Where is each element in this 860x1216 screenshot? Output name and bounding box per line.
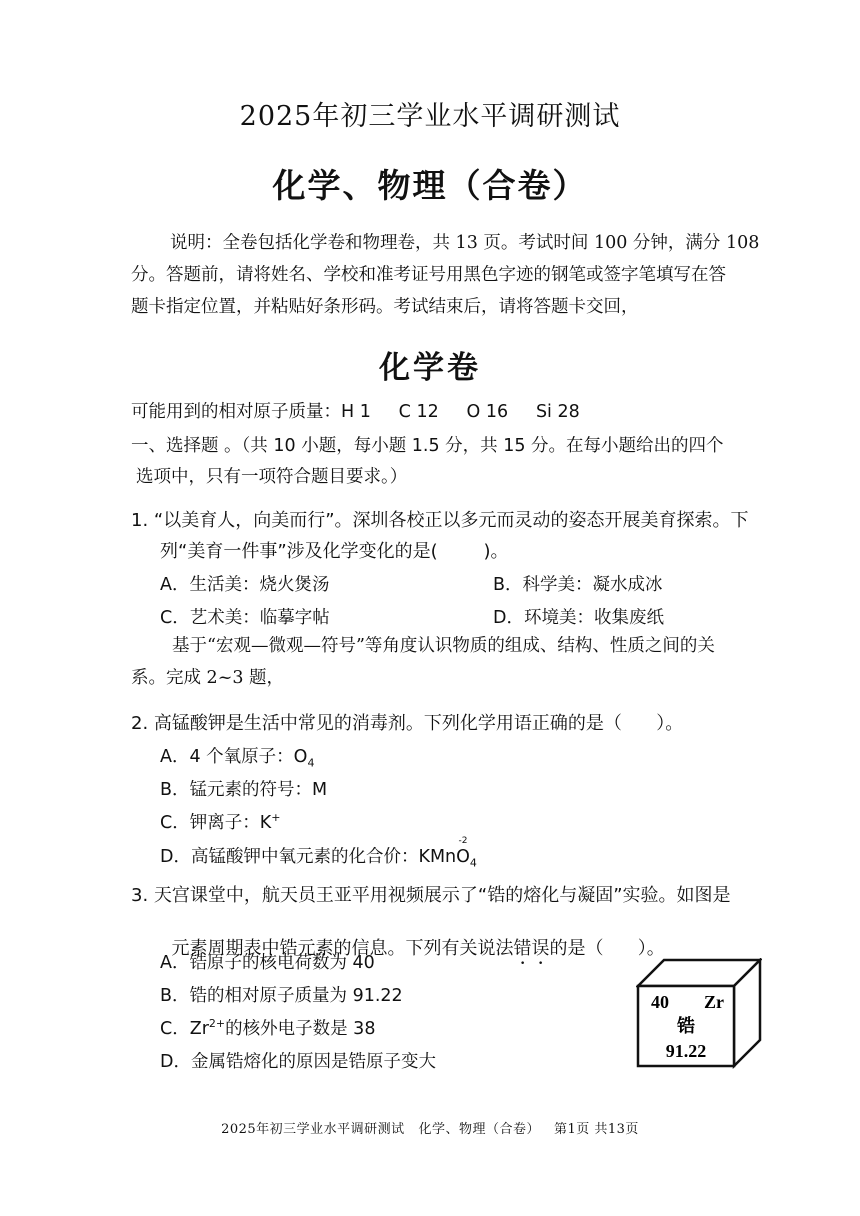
exam-title: 2025年初三学业水平调研测试 bbox=[239, 101, 621, 132]
q3-emphasis-word: 错误 bbox=[513, 938, 550, 959]
q2-option-a-subscript: 4 bbox=[307, 756, 315, 770]
instructions-line-2: 分。答题前，请将姓名、学校和准考证号用黑色字迹的钢笔或签字笔填写在答 bbox=[131, 265, 726, 285]
q2-option-d bbox=[160, 836, 477, 870]
intro-q2-3-line-2: 系。完成 2~3 题， bbox=[131, 668, 285, 688]
element-name: 锆 bbox=[677, 1016, 695, 1037]
oxygen-valence-value: -2 bbox=[458, 836, 468, 846]
part1-heading-line-2: 选项中，只有一项符合题目要求。） bbox=[136, 467, 408, 487]
q2-option-a-text: A．4 个氧原子：O bbox=[160, 747, 308, 767]
q2-stem: 2. 高锰酸钾是生活中常见的消毒剂。下列化学用语正确的是（ ）。 bbox=[131, 713, 684, 734]
element-atomic-number: 40 bbox=[651, 992, 669, 1012]
q3-stem-line-1: 3. 天宫课堂中，航天员王亚平用视频展示了“锆的熔化与凝固”实验。如图是 bbox=[131, 885, 731, 906]
q3-option-d: D．金属锆熔化的原因是锆原子变大 bbox=[160, 1052, 436, 1072]
oxygen-valence-mark bbox=[456, 836, 470, 867]
page-footer: 2025年初三学业水平调研测试 化学、物理（合卷） 第1页 共13页 bbox=[221, 1122, 639, 1137]
q3-option-a: A．锆原子的核电荷数为 40 bbox=[160, 953, 375, 973]
atomic-masses: 可能用到的相对原子质量：H 1 C 12 O 16 Si 28 bbox=[131, 402, 580, 422]
q3-option-c-suffix: 的核外电子数是 38 bbox=[225, 1019, 376, 1039]
q1-stem-line-2: 列“美育一件事”涉及化学变化的是( )。 bbox=[160, 541, 509, 562]
q2-option-a bbox=[160, 743, 314, 770]
q3-option-c-text: C．Zr bbox=[160, 1019, 209, 1039]
q3-option-b: B．锆的相对原子质量为 91.22 bbox=[160, 986, 403, 1006]
instructions-line-3: 题卡指定位置，并粘贴好条形码。考试结束后，请将答题卡交回， bbox=[131, 297, 639, 317]
q2-option-d-subscript: 4 bbox=[469, 856, 477, 870]
section-title: 化学卷 bbox=[379, 350, 481, 386]
instructions-line-1: 说明：全卷包括化学卷和物理卷，共 13 页。考试时间 100 分钟，满分 108 bbox=[170, 233, 760, 253]
q2-option-c bbox=[160, 809, 280, 834]
q3-stem-line-2-start: 元素周期表中锆元素的信息。下列有关说法 bbox=[171, 938, 514, 959]
q1-option-d: D．环境美：收集废纸 bbox=[493, 608, 664, 628]
q1-option-a: A．生活美：烧火煲汤 bbox=[160, 575, 330, 595]
element-atomic-mass: 91.22 bbox=[665, 1041, 707, 1061]
q1-option-b: B．科学美：凝水成冰 bbox=[493, 575, 663, 595]
zirconium-element-cube bbox=[636, 958, 762, 1070]
q3-option-c-superscript: 2+ bbox=[208, 1017, 226, 1031]
q1-stem-line-1: 1. “以美育人，向美而行”。深圳各校正以多元而灵动的姿态开展美育探索。下 bbox=[131, 510, 749, 531]
oxygen-symbol: O bbox=[456, 847, 470, 867]
q2-option-c-superscript: + bbox=[271, 811, 281, 825]
element-symbol: Zr bbox=[704, 992, 724, 1012]
exam-subtitle: 化学、物理（合卷） bbox=[272, 166, 588, 205]
q2-option-c-text: C．钾离子：K bbox=[160, 813, 272, 833]
part1-heading-line-1: 一、选择题 。（共 10 小题，每小题 1.5 分，共 15 分。在每小题给出的四个 bbox=[131, 436, 724, 456]
q3-option-c bbox=[160, 1015, 375, 1040]
q2-option-b: B．锰元素的符号：M bbox=[160, 780, 328, 800]
q2-option-d-text: D．高锰酸钾中氧元素的化合价：KMn bbox=[160, 847, 457, 867]
intro-q2-3-line-1: 基于“宏观—微观—符号”等角度认识物质的组成、结构、性质之间的关 bbox=[172, 636, 715, 656]
q1-option-c: C．艺术美：临摹字帖 bbox=[160, 608, 330, 628]
q3-stem-line-2-end: 的是（ ）。 bbox=[549, 938, 665, 959]
